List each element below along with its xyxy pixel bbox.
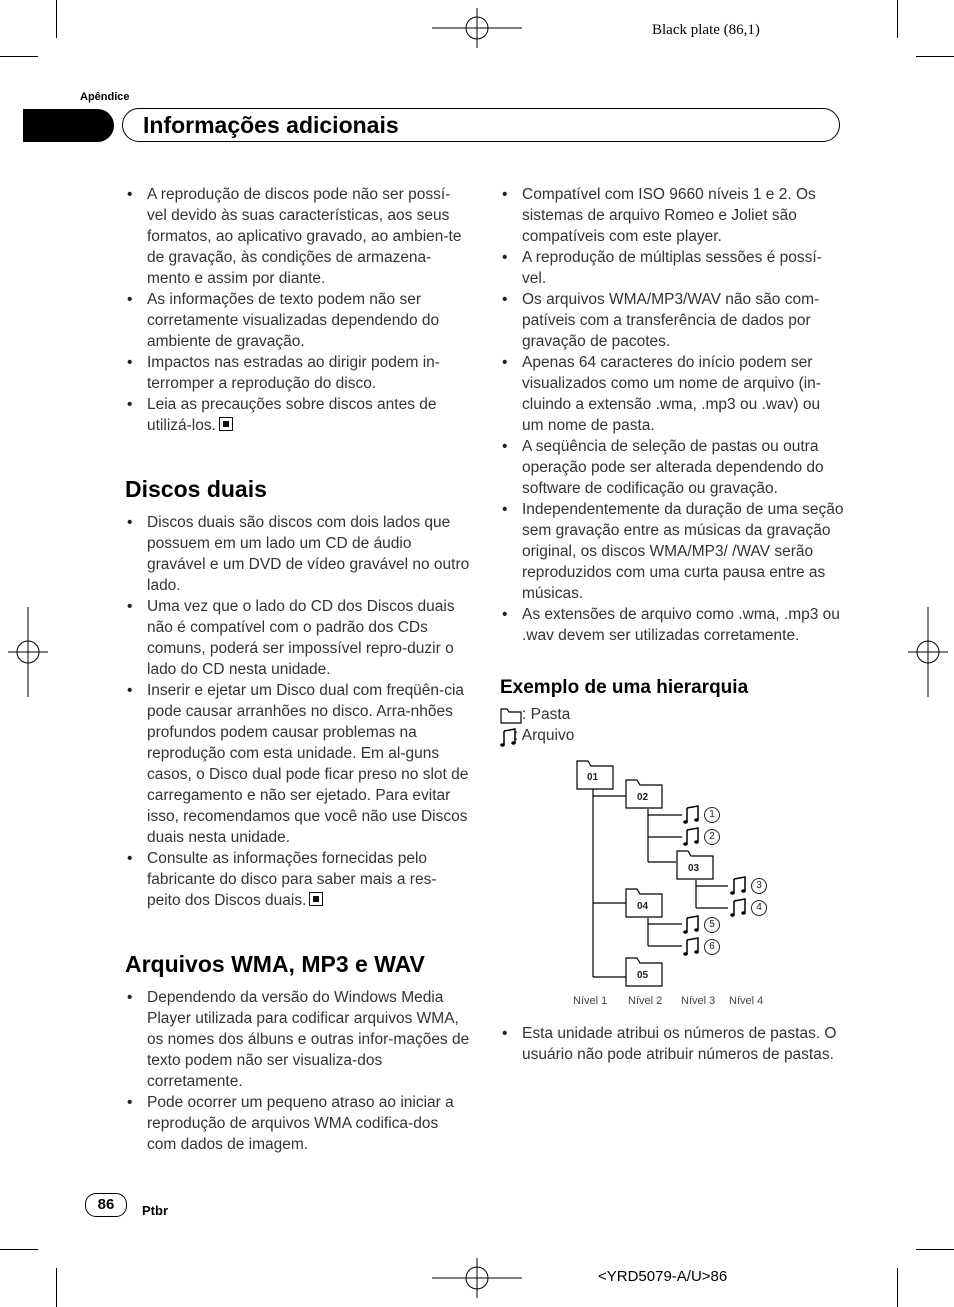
list-item-text: Apenas 64 caracteres do início podem ser visualizados como um nome de arquivo (in-cluindo a extensão .wma, .mp3 ou .wav) ou um nome de pasta. [522,354,821,434]
crop-mark [897,0,898,38]
legend-folder-label: : Pasta [522,706,571,723]
crop-mark [916,56,954,57]
list-item [125,987,470,1092]
intro-bullet-list [125,184,470,436]
list-item [500,604,845,646]
music-note-icon [683,805,699,825]
music-note-icon [730,876,746,896]
language-label: Ptbr [142,1203,168,1218]
wma-files-bullet-list [125,987,470,1155]
list-item [125,394,470,436]
dual-discs-heading: Discos duais [125,476,267,502]
level-label: Nível 2 [628,995,663,1007]
list-item [125,184,470,289]
music-note-icon [683,827,699,847]
crop-mark [0,56,38,57]
list-item-text: Consulte as informações fornecidas pelo fabricante do disco para saber mais a res-peito dos Discos duais. [147,850,437,909]
list-item [500,289,845,352]
crop-mark [56,0,57,38]
registration-mark-icon [908,607,948,697]
list-item-text: Leia as precauções sobre discos antes de utilizá-los. [147,396,437,434]
file-number: 4 [751,900,767,916]
list-item-text: Os arquivos WMA/MP3/WAV não são com-patíveis com a transferência de dados por gravação de pacotes. [522,291,820,350]
end-mark-icon [309,892,323,906]
list-item-text: Pode ocorrer um pequeno atraso ao iniciar a reprodução de arquivos WMA codifica-dos com dados de imagem. [147,1094,454,1153]
hierarchy-heading: Exemplo de uma hierarquia [500,677,749,698]
list-item [500,1023,845,1065]
list-item [125,1092,470,1155]
wma-files-heading: Arquivos WMA, MP3 e WAV [125,951,425,977]
list-item-text: Impactos nas estradas ao dirigir podem in-terromper a reprodução do disco. [147,354,440,392]
list-item-text: A reprodução de múltiplas sessões é possí-vel. [522,249,822,287]
list-item-text: Inserir e ejetar um Disco dual com freqüên-cia pode causar arranhões no disco. Arra-nhões profundos podem causar problemas na reprodução com esta unidade. Em al-guns casos, o Disco dual pode ficar preso no slot de carregamento e não ser ejetado. Para evitar isso, recomendamos que você não use Discos duais nesta unidade. [147,682,469,846]
file-number: 2 [704,829,720,845]
end-mark-icon [219,417,233,431]
level-label: Nível 1 [573,995,608,1007]
level-label: Nível 4 [729,995,764,1007]
list-item-text: Discos duais são discos com dois lados que possuem em um lado um CD de áudio gravável e um DVD de vídeo gravável no outro lado. [147,514,470,594]
music-note-icon [683,915,699,935]
final-bullet-list [500,1023,845,1065]
document-code: <YRD5079-A/U>86 [598,1268,728,1285]
list-item-text: As informações de texto podem não ser corretamente visualizadas dependendo do ambiente de gravação. [147,291,440,350]
list-item-text: Compatível com ISO 9660 níveis 1 e 2. Os sistemas de arquivo Romeo e Joliet são compatíveis com este player. [522,186,816,245]
list-item [125,596,470,680]
list-item [500,352,845,436]
music-note-icon [730,898,746,918]
list-item-text: Uma vez que o lado do CD dos Discos duais não é compatível com o padrão dos CDs comuns, poderá ser impossível repro-duzir o lado do CD nesta unidade. [147,598,455,678]
plate-label: Black plate (86,1) [652,22,760,38]
file-number: 3 [751,878,767,894]
folder-label: 02 [637,792,649,803]
list-item [500,436,845,499]
list-item [500,499,845,604]
crop-mark [0,1249,38,1250]
crop-mark [897,1268,898,1307]
list-item-text: Esta unidade atribui os números de pastas. O usuário não pode atribuir números de pastas. [522,1025,837,1063]
folder-label: 05 [637,970,649,981]
registration-mark-icon [8,607,48,697]
list-item-text: A seqüência de seleção de pastas ou outra operação pode ser alterada dependendo do software de codificação ou gravação. [522,438,824,497]
list-item [125,512,470,596]
folder-label: 03 [688,863,700,874]
music-note-icon [683,937,699,957]
file-number: 5 [704,917,720,933]
registration-mark-icon [432,1258,522,1298]
folder-label: 01 [587,772,599,783]
list-item-text: A reprodução de discos pode não ser possí-vel devido às suas características, aos seus formatos, ao aplicativo gravado, ao ambien-te de gravação, às condições de armazena-mento e assim por diante. [147,186,462,287]
file-number: 6 [704,939,720,955]
level-label: Nível 3 [681,995,716,1007]
list-item [125,848,470,911]
crop-mark [916,1249,954,1250]
list-item-text: Dependendo da versão do Windows Media Player utilizada para codificar arquivos WMA, os nomes dos álbuns e outras infor-mações de texto podem não ser visualiza-dos corretamente. [147,989,470,1090]
chapter-tab [23,109,114,142]
legend-file-label: : Arquivo [514,727,575,744]
section-title: Informações adicionais [143,112,399,138]
file-number: 1 [704,807,720,823]
page-number: 86 [85,1193,127,1217]
list-item [125,352,470,394]
list-item-text: Independentemente da duração de uma seção sem gravação entre as músicas da gravação original, os discos WMA/MP3/ /WAV serão reproduzidos com uma curta pausa entre as músicas. [522,501,844,602]
folder-icon [500,708,522,724]
crop-mark [56,1268,57,1307]
right-bullet-list [500,184,845,646]
list-item [125,680,470,848]
registration-mark-icon [432,8,522,48]
dual-discs-bullet-list [125,512,470,911]
list-item [500,247,845,289]
chapter-label: Apêndice [80,91,130,103]
list-item [125,289,470,352]
list-item [500,184,845,247]
folder-label: 04 [637,901,649,912]
list-item-text: As extensões de arquivo como .wma, .mp3 ou .wav devem ser utilizadas corretamente. [522,606,840,644]
